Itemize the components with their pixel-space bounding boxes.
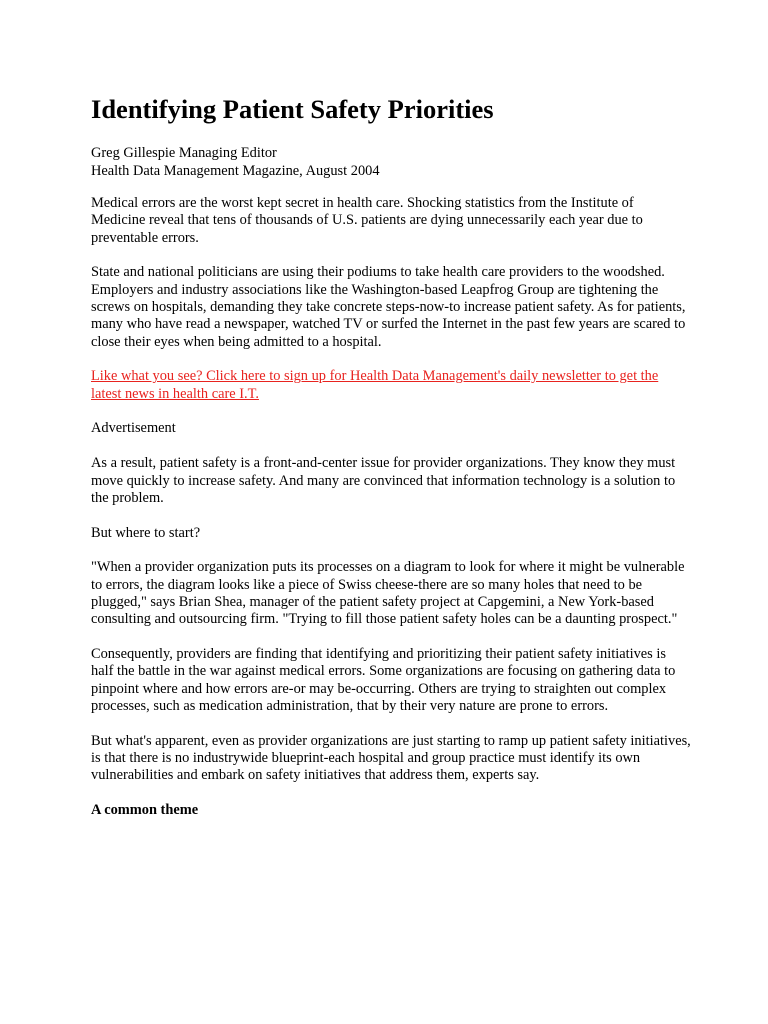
paragraph-politicians: State and national politicians are using their podiums to take health care providers to the woodshed. Employers and industry associations like the Washington-based Leapfrog Group are tightening the screws on hospitals, demanding they take concrete steps-now-to increase patient safety. As for patients, many who have read a newspaper, watched TV or surfed the Internet in the past few years are scared to close their eyes when being admitted to a hospital. [91,264,686,350]
paragraph-intro: Medical errors are the worst kept secret in health care. Shocking statistics from the Institute of Medicine reveal that tens of thousands of U.S. patients are dying unnecessarily each year due to preventable errors. [91,195,643,246]
section-heading: A common theme [91,802,199,819]
byline [91,145,380,180]
paragraph-result: As a result, patient safety is a front-and-center issue for provider organizations. They know they must move quickly to increase safety. And many are convinced that information technology is a solution to the problem. [91,455,676,506]
byline-author: Greg Gillespie Managing Editor [91,145,277,161]
paragraph-consequently: Consequently, providers are finding that identifying and prioritizing their patient safety initiatives is half the battle in the war against medical errors. Some organizations are focusing on gathering data to pinpoint where and how errors are-or may be-occurring. Others are trying to straighten out complex processes, such as medication administration, that by their very nature are prone to errors. [91,646,676,715]
paragraph-quote: "When a provider organization puts its processes on a diagram to look for where it might be vulnerable to errors, the diagram looks like a piece of Swiss cheese-there are so many holes that need to be plugged," says Brian Shea, manager of the patient safety project at Capgemini, a New York-based consulting and outsourcing firm. "Trying to fill those patient safety holes can be a daunting prospect." [91,559,685,628]
newsletter-paragraph [91,368,691,403]
advertisement-label: Advertisement [91,420,176,437]
article-title: Identifying Patient Safety Priorities [91,94,494,124]
paragraph-apparent: But what's apparent, even as provider organizations are just starting to ramp up patient safety initiatives, is that there is no industrywide blueprint-each hospital and group practice must identify its own vulnerabilities and embark on safety initiatives that address them, experts say. [91,732,691,784]
article-body [91,195,691,837]
byline-publication: Health Data Management Magazine, August 2004 [91,162,380,179]
paragraph-where-to-start: But where to start? [91,524,201,541]
newsletter-signup-link[interactable]: Like what you see? Click here to sign up for Health Data Management's daily newsletter to get the latest news in health care I.T. [91,368,659,402]
